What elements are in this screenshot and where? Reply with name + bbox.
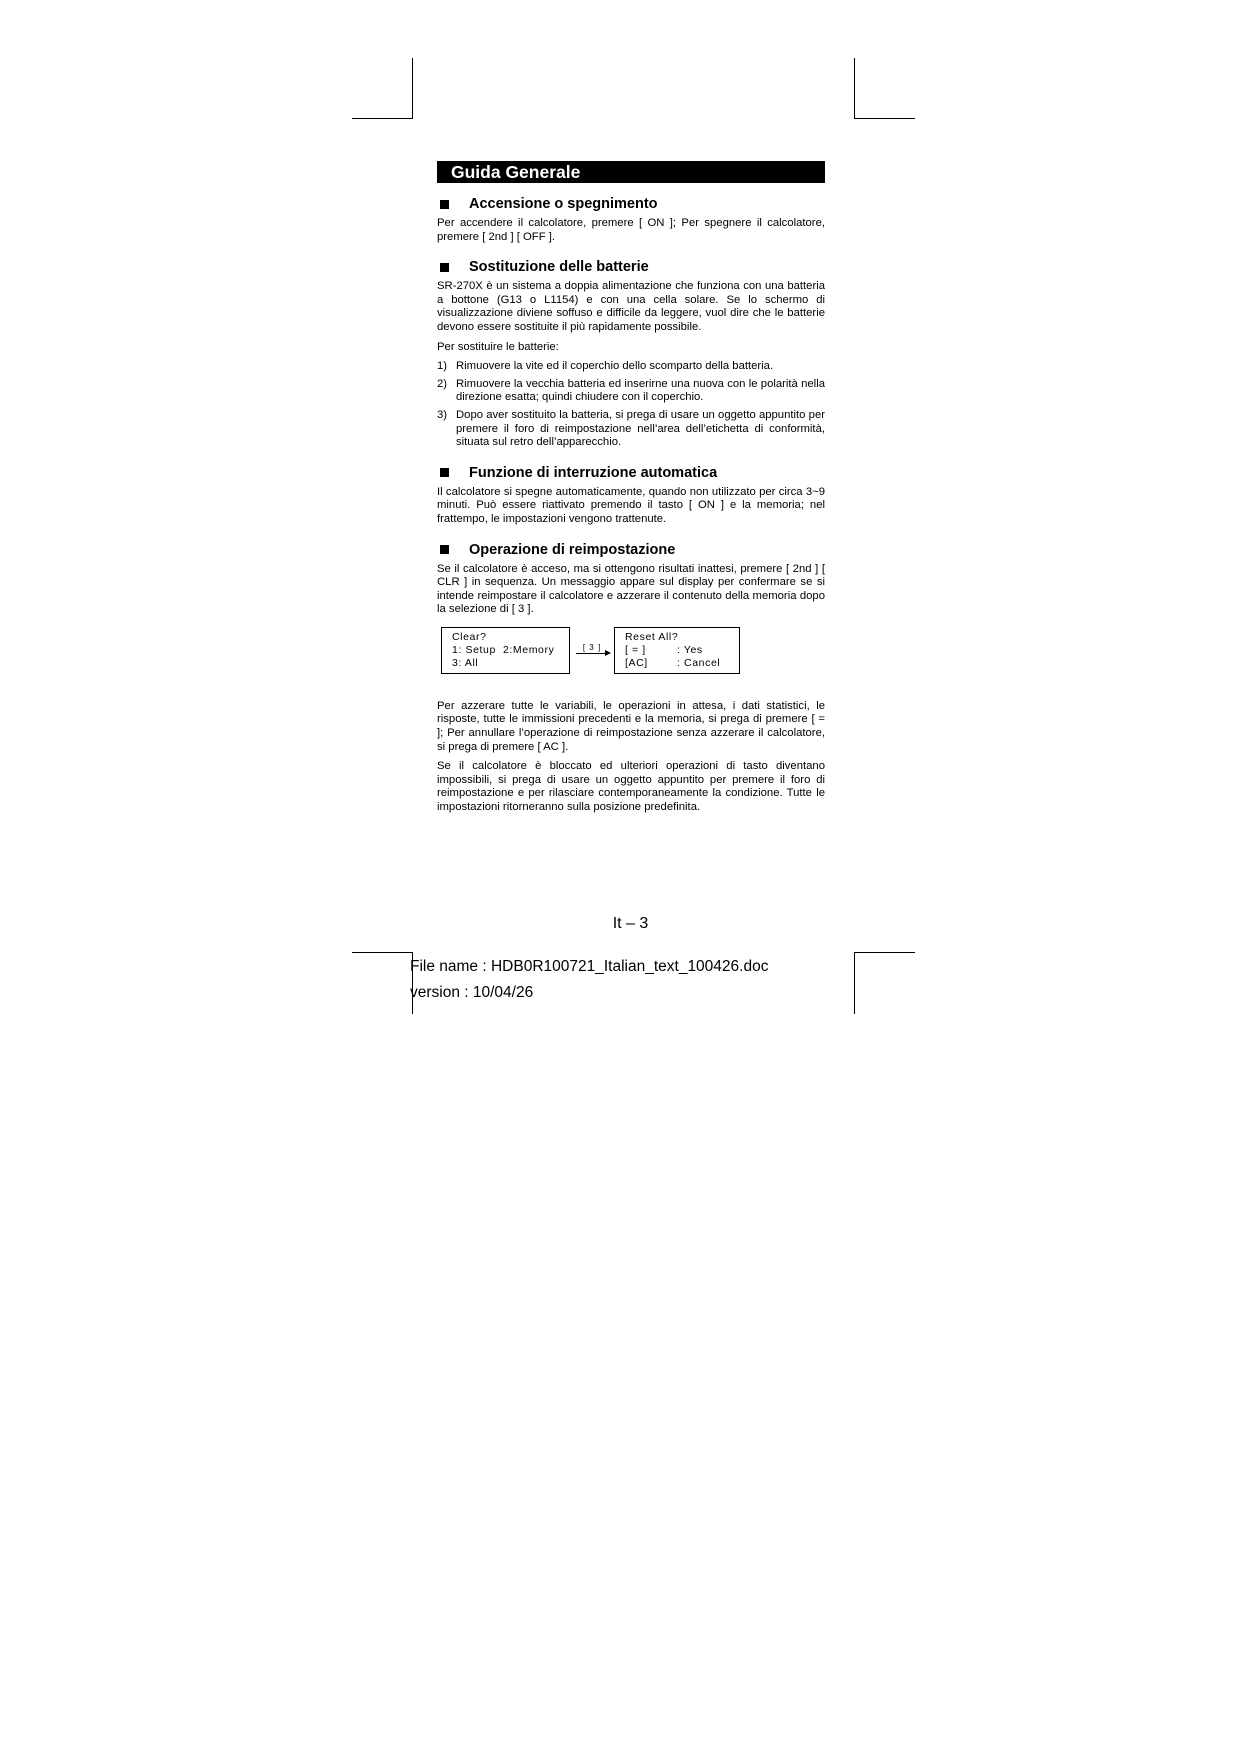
step-number: 3) (437, 408, 448, 421)
paragraph: SR-270X è un sistema a doppia alimentazione che funziona con una batteria a bottone (G13 o L1154) e con una cella solare. Se lo schermo di visualizzazione diviene soffuso e difficile da leggere, vuol dire che le batterie devono essere sostituite il più rapidamente possibile. (437, 280, 825, 333)
steps-list (437, 360, 825, 450)
step-text: Rimuovere la vite ed il coperchio dello scomparto della batteria. (456, 360, 774, 373)
square-bullet-icon (440, 263, 449, 272)
lcd-line (625, 657, 731, 670)
crop-mark (854, 118, 915, 119)
step-number: 1) (437, 360, 448, 373)
square-bullet-icon (440, 200, 449, 209)
footer-version: version : 10/04/26 (410, 984, 534, 1001)
step-number: 2) (437, 377, 448, 390)
lcd-key: [ = ] (625, 643, 646, 656)
lcd-option: : Yes (677, 643, 703, 656)
section-auto-off (437, 464, 825, 527)
crop-mark (854, 952, 915, 953)
section-heading (437, 258, 825, 276)
step-text: Dopo aver sostituito la batteria, si prega di usare un oggetto appuntito per premere il foro di reimpostazione nell’area dell’etichetta di conformità, situata sul retro dell’apparecchio. (456, 408, 825, 449)
lcd-key: [AC] (625, 656, 648, 669)
crop-mark (352, 118, 413, 119)
section-heading-text: Funzione di interruzione automatica (469, 464, 718, 481)
step-text: Rimuovere la vecchia batteria ed inserirne una nuova con le polarità nella direzione esatta; quindi chiudere con il coperchio. (456, 377, 825, 404)
page-number: It – 3 (612, 915, 649, 932)
lcd-line (625, 644, 731, 657)
section-heading (437, 464, 825, 482)
section-heading-text: Accensione o spegnimento (469, 196, 658, 212)
lcd-line: Clear? (452, 630, 487, 643)
arrow-key-label: [ 3 ] (582, 643, 602, 653)
lcd-line: Reset All? (625, 630, 679, 643)
list-item (437, 409, 825, 450)
paragraph: Per azzerare tutte le variabili, le operazioni in attesa, i dati statistici, le risposte, tutte le immissioni precedenti e la memoria, si prega di premere [ = ]; Per annullare l’operazione di reimpostazione senza azzerare il calcolatore, si prega di premere [ AC ]. (437, 699, 825, 753)
arrow-right-icon (574, 635, 614, 665)
section-power (437, 195, 825, 244)
crop-mark (854, 952, 855, 1014)
page-title: Guida Generale (437, 161, 825, 183)
section-reset (437, 541, 825, 815)
display-illustration (441, 627, 825, 674)
lcd-display-clear (441, 627, 570, 674)
page-content (437, 161, 825, 829)
section-heading-text: Sostituzione delle batterie (469, 259, 649, 276)
section-heading (437, 195, 825, 213)
list-item (437, 360, 825, 374)
paragraph: Se il calcolatore è acceso, ma si ottengono risultati inattesi, premere [ 2nd ] [ CLR ] in sequenza. Un messaggio appare sul display per confermare se si intende reimpostare il calcolatore e azzerare il contenuto della memoria dopo la selezione di [ 3 ]. (437, 562, 825, 616)
lcd-option: : Cancel (677, 656, 721, 669)
lcd-line: 1: Setup 2:Memory (452, 643, 555, 656)
crop-mark (412, 58, 413, 118)
paragraph: Per sostituire le batterie: (437, 340, 559, 353)
paragraph: Il calcolatore si spegne automaticamente, quando non utilizzato per circa 3~9 minuti. Può essere riattivato premendo il tasto [ ON ] e la memoria; nel frattempo, le impostazioni vengono trattenute. (437, 485, 825, 525)
square-bullet-icon (440, 545, 449, 554)
paragraph: Per accendere il calcolatore, premere [ ON ]; Per spegnere il calcolatore, premere [ 2nd ] [ OFF ]. (437, 217, 825, 243)
lcd-display-reset (614, 627, 740, 674)
section-heading (437, 541, 825, 559)
list-item (437, 378, 825, 405)
crop-mark (854, 58, 855, 118)
section-heading-text: Operazione di reimpostazione (469, 541, 676, 558)
section-batteries (437, 258, 825, 450)
crop-mark (352, 952, 413, 953)
paragraph: Se il calcolatore è bloccato ed ulteriori operazioni di tasto diventano impossibili, si prega di usare un oggetto appuntito per premere il foro di reimpostazione e per rilasciare contemporaneamente la condizione. Tutte le impostazioni ritorneranno sulla posizione predefinita. (437, 760, 825, 814)
lcd-line: 3: All (452, 656, 479, 669)
square-bullet-icon (440, 468, 449, 477)
footer-file-name: File name : HDB0R100721_Italian_text_100426.doc (410, 958, 769, 975)
